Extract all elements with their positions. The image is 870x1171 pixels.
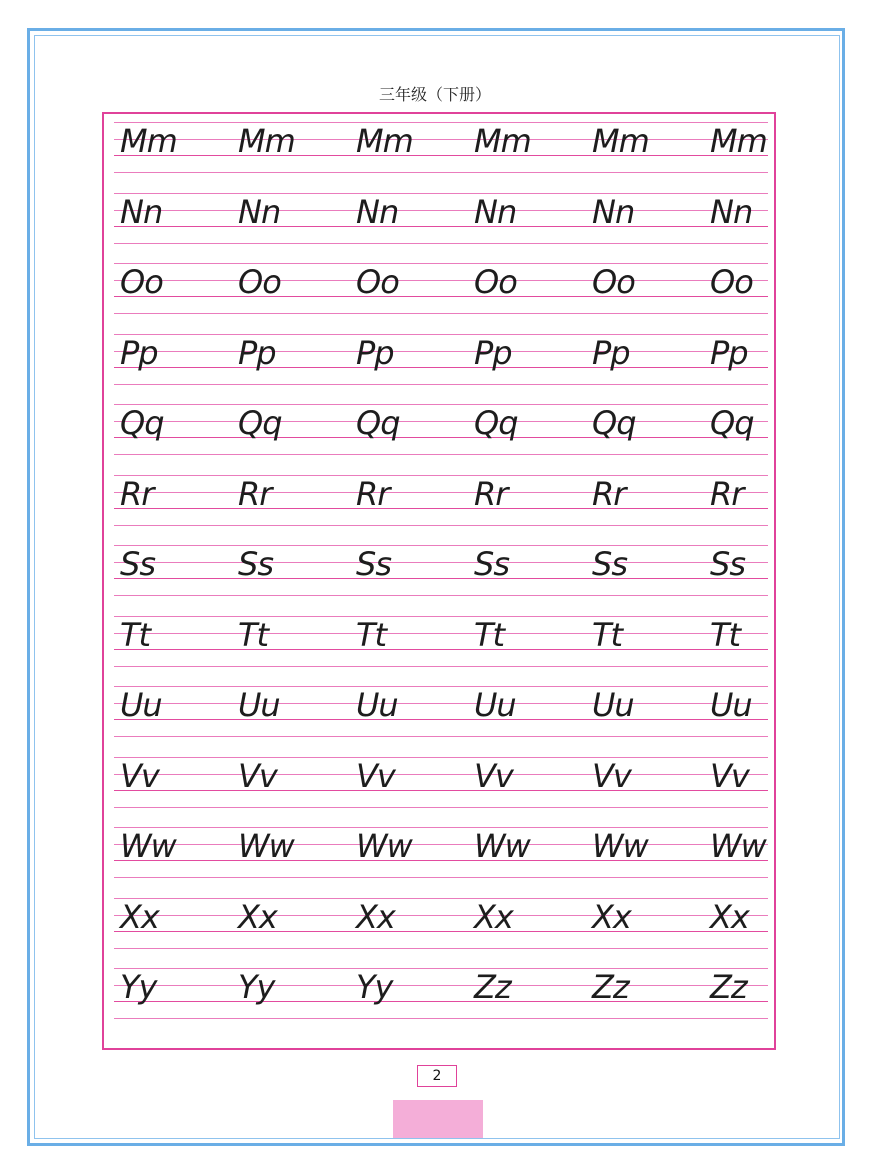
decorative-pink-tab	[393, 1100, 483, 1138]
letter-pair: Xx	[474, 897, 513, 936]
letter-row	[114, 898, 768, 948]
letter-pair: Oo	[710, 263, 753, 301]
letter-pair: Nn	[120, 192, 163, 231]
letter-pair: Xx	[710, 897, 749, 936]
letter-row	[114, 122, 768, 172]
letter-pair: Oo	[120, 263, 163, 301]
letter-pair: Mm	[710, 122, 767, 160]
letter-row	[114, 404, 768, 454]
letter-pair: Qq	[356, 404, 400, 442]
letter-pair: Oo	[238, 263, 281, 301]
guide-line	[114, 807, 768, 808]
letter-row	[114, 686, 768, 736]
letter-pair: Rr	[120, 474, 154, 513]
letter-row	[114, 263, 768, 313]
guide-line	[114, 1018, 768, 1019]
page-header-title: 三年级（下册）	[378, 85, 491, 104]
letter-pair: Ww	[356, 827, 412, 865]
letter-row	[114, 475, 768, 525]
letter-pair: Xx	[592, 897, 631, 936]
letter-pair: Tt	[474, 615, 505, 654]
letter-pair: Pp	[238, 333, 276, 372]
letter-pair: Uu	[474, 686, 516, 724]
letter-pair: Xx	[120, 897, 159, 936]
letter-pair: Qq	[120, 404, 164, 442]
letter-pair: Ss	[592, 545, 627, 583]
letter-pair: Ss	[356, 545, 391, 583]
letter-pair: Uu	[710, 686, 752, 724]
guide-line	[114, 172, 768, 173]
letter-pair: Oo	[474, 263, 517, 301]
letter-pair: Ss	[474, 545, 509, 583]
guide-line	[114, 313, 768, 314]
letter-pair: Vv	[592, 756, 631, 795]
letter-pair: Mm	[356, 122, 413, 160]
letter-pair: Tt	[710, 615, 741, 654]
letter-pair: Zz	[474, 968, 511, 1006]
letter-row	[114, 968, 768, 1018]
page-number: 2	[417, 1065, 457, 1087]
letter-pair: Yy	[356, 968, 393, 1006]
guide-line	[114, 525, 768, 526]
guide-line	[114, 736, 768, 737]
letter-pair: Uu	[238, 686, 280, 724]
letter-pair: Ww	[710, 827, 766, 865]
letter-pair: Nn	[592, 192, 635, 231]
letter-pair: Pp	[710, 333, 748, 372]
letter-pair: Xx	[356, 897, 395, 936]
letter-pair: Pp	[592, 333, 630, 372]
letter-pair: Rr	[474, 474, 508, 513]
letter-row	[114, 545, 768, 595]
letter-pair: Uu	[592, 686, 634, 724]
letter-pair: Ww	[474, 827, 530, 865]
letter-pair: Yy	[120, 968, 157, 1006]
letter-pair: Mm	[238, 122, 295, 160]
letter-pair: Vv	[710, 756, 749, 795]
letter-pair: Zz	[592, 968, 629, 1006]
guide-line	[114, 595, 768, 596]
letter-pair: Ss	[710, 545, 745, 583]
letter-pair: Ss	[120, 545, 155, 583]
letter-pair: Nn	[474, 192, 517, 231]
letter-pair: Pp	[356, 333, 394, 372]
letter-pair: Rr	[710, 474, 744, 513]
letter-pair: Uu	[120, 686, 162, 724]
letter-pair: Yy	[238, 968, 275, 1006]
letter-pair: Mm	[592, 122, 649, 160]
letter-pair: Pp	[120, 333, 158, 372]
letter-pair: Qq	[592, 404, 636, 442]
letter-pair: Vv	[120, 756, 159, 795]
letter-pair: Zz	[710, 968, 747, 1006]
guide-line	[114, 454, 768, 455]
letter-pair: Rr	[592, 474, 626, 513]
letter-pair: Xx	[238, 897, 277, 936]
letter-pair: Uu	[356, 686, 398, 724]
letter-row	[114, 616, 768, 666]
letter-row	[114, 193, 768, 243]
letter-pair: Nn	[356, 192, 399, 231]
letter-pair: Qq	[238, 404, 282, 442]
guide-line	[114, 877, 768, 878]
letter-pair: Ww	[120, 827, 176, 865]
letter-pair: Tt	[120, 615, 151, 654]
letter-pair: Nn	[710, 192, 753, 231]
letter-pair: Oo	[592, 263, 635, 301]
letter-pair: Pp	[474, 333, 512, 372]
letter-pair: Tt	[356, 615, 387, 654]
letter-pair: Rr	[238, 474, 272, 513]
letter-pair: Oo	[356, 263, 399, 301]
guide-line	[114, 384, 768, 385]
letter-pair: Nn	[238, 192, 281, 231]
letter-pair: Rr	[356, 474, 390, 513]
letter-pair: Ww	[592, 827, 648, 865]
letter-pair: Mm	[120, 122, 177, 160]
letter-pair: Ss	[238, 545, 273, 583]
letter-pair: Ww	[238, 827, 294, 865]
letter-pair: Qq	[710, 404, 754, 442]
guide-line	[114, 666, 768, 667]
letter-pair: Mm	[474, 122, 531, 160]
letter-row	[114, 827, 768, 877]
letter-row	[114, 334, 768, 384]
letter-pair: Vv	[238, 756, 277, 795]
guide-line	[114, 948, 768, 949]
letter-row	[114, 757, 768, 807]
letter-pair: Vv	[474, 756, 513, 795]
guide-line	[114, 243, 768, 244]
letter-pair: Tt	[238, 615, 269, 654]
handwriting-practice-sheet	[102, 112, 776, 1050]
letter-pair: Tt	[592, 615, 623, 654]
letter-pair: Qq	[474, 404, 518, 442]
letter-pair: Vv	[356, 756, 395, 795]
